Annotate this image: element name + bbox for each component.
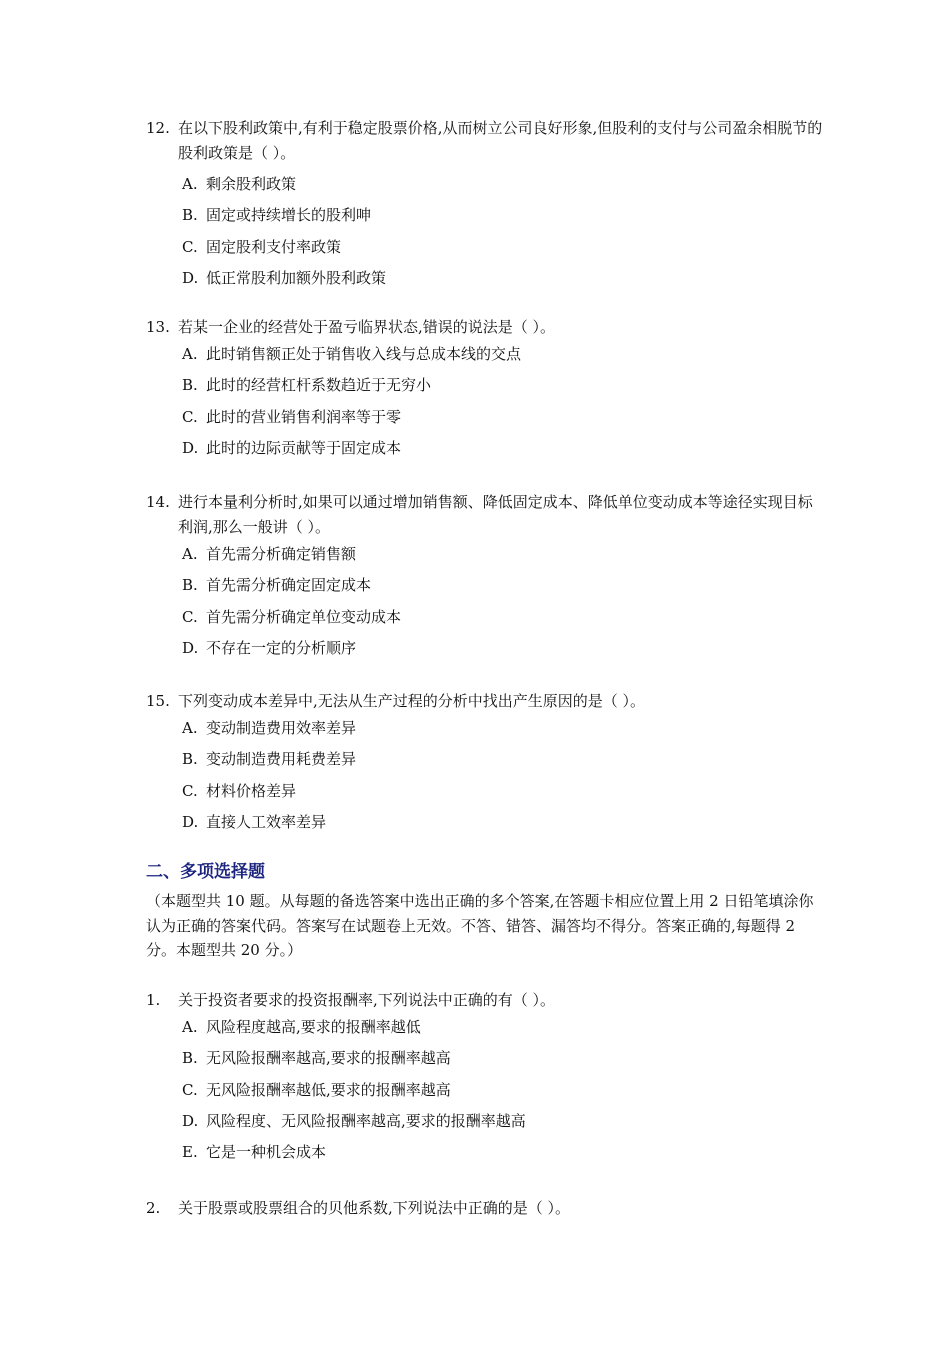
option-b [182, 203, 826, 234]
option-letter: B. [182, 1049, 198, 1068]
option-list [182, 716, 826, 841]
option-letter: D. [182, 438, 199, 457]
option-list [182, 172, 826, 297]
option-letter: A. [182, 545, 198, 563]
option-list [182, 542, 826, 667]
option-letter: C. [182, 407, 198, 426]
option-text: 此时的营业销售利润率等于零 [206, 407, 402, 426]
option-letter: B. [182, 376, 198, 395]
question-number: 15. [146, 692, 170, 710]
option-c [182, 779, 826, 810]
option-letter: C. [182, 1080, 198, 1099]
option-text: 此时销售额正处于销售收入线与总成本线的交点 [206, 345, 522, 363]
option-c [182, 405, 826, 436]
option-d [182, 1109, 826, 1140]
option-a [182, 172, 826, 203]
option-letter: E. [182, 1143, 198, 1162]
question-text: 在以下股利政策中,有利于稳定股票价格,从而树立公司良好形象,但股利的支付与公司盈余相脱节的股利政策是（ ）。 [178, 119, 823, 162]
option-text: 材料价格差异 [206, 781, 297, 800]
option-c [182, 1078, 826, 1109]
option-letter: D. [182, 268, 199, 287]
multi-question-2 [146, 1196, 826, 1221]
question-number: 2. [146, 1199, 161, 1217]
option-letter: C. [182, 237, 198, 256]
option-text: 变动制造费用耗费差异 [206, 750, 357, 769]
option-letter: B. [182, 576, 198, 595]
option-text: 风险程度越高,要求的报酬率越低 [206, 1018, 421, 1036]
option-a [182, 716, 826, 747]
question-text: 关于投资者要求的投资报酬率,下列说法中正确的有（ ）。 [178, 991, 556, 1009]
option-letter: D. [182, 812, 199, 831]
question-14 [146, 490, 826, 667]
option-e [182, 1140, 826, 1171]
option-a [182, 542, 826, 573]
question-text: 下列变动成本差异中,无法从生产过程的分析中找出产生原因的是（ ）。 [178, 692, 646, 710]
option-letter: A. [182, 175, 198, 193]
option-text: 首先需分析确定销售额 [206, 545, 357, 563]
option-b [182, 747, 826, 778]
option-b [182, 1046, 826, 1077]
option-b [182, 573, 826, 604]
option-list [182, 1015, 826, 1171]
option-text: 此时的边际贡献等于固定成本 [206, 438, 402, 457]
option-text: 无风险报酬率越高,要求的报酬率越高 [206, 1049, 451, 1068]
option-letter: A. [182, 1018, 198, 1036]
question-12 [146, 116, 826, 297]
option-d [182, 436, 826, 467]
question-15 [146, 689, 826, 841]
option-text: 无风险报酬率越低,要求的报酬率越高 [206, 1080, 451, 1099]
option-d [182, 810, 826, 841]
option-letter: B. [182, 206, 198, 225]
option-b [182, 373, 826, 404]
option-text: 低正常股利加额外股利政策 [206, 268, 387, 287]
section-title: 二、多项选择题 [146, 862, 265, 882]
option-d [182, 636, 826, 667]
section-instructions: （本题型共 10 题。从每题的备选答案中选出正确的多个答案,在答题卡相应位置上用 2 日铅笔填涂你认为正确的答案代码。答案写在试题卷上无效。不答、错答、漏答均不得分。答案正确的,每题得 2 分。本题型共 20 分。） [146, 892, 814, 959]
multi-question-1 [146, 988, 826, 1171]
question-number: 1. [146, 991, 161, 1009]
option-text: 它是一种机会成本 [206, 1143, 327, 1162]
option-letter: C. [182, 607, 198, 626]
option-a [182, 1015, 826, 1046]
option-c [182, 235, 826, 266]
option-letter: A. [182, 719, 198, 737]
option-d [182, 266, 826, 297]
option-text: 不存在一定的分析顺序 [206, 638, 357, 657]
option-text: 固定或持续增长的股利呻 [206, 206, 372, 225]
option-a [182, 342, 826, 373]
option-letter: A. [182, 345, 198, 363]
option-text: 固定股利支付率政策 [206, 237, 342, 256]
option-list [182, 342, 826, 467]
question-number: 13. [146, 318, 170, 336]
question-number: 12. [146, 119, 170, 137]
question-text: 关于股票或股票组合的贝他系数,下列说法中正确的是（ ）。 [178, 1199, 571, 1217]
option-letter: C. [182, 781, 198, 800]
option-text: 首先需分析确定单位变动成本 [206, 607, 402, 626]
option-letter: D. [182, 1111, 199, 1130]
question-text: 若某一企业的经营处于盈亏临界状态,错误的说法是（ ）。 [178, 318, 556, 336]
option-text: 此时的经营杠杆系数趋近于无穷小 [206, 376, 432, 395]
option-text: 直接人工效率差异 [206, 812, 327, 831]
question-13 [146, 315, 826, 467]
option-letter: D. [182, 638, 199, 657]
question-text: 进行本量利分析时,如果可以通过增加销售额、降低固定成本、降低单位变动成本等途径实现目标利润,那么一般讲（ ）。 [178, 493, 813, 536]
option-c [182, 605, 826, 636]
question-number: 14. [146, 493, 170, 511]
option-text: 剩余股利政策 [206, 175, 297, 193]
option-letter: B. [182, 750, 198, 769]
option-text: 风险程度、无风险报酬率越高,要求的报酬率越高 [206, 1111, 526, 1130]
option-text: 首先需分析确定固定成本 [206, 576, 372, 595]
option-text: 变动制造费用效率差异 [206, 719, 357, 737]
